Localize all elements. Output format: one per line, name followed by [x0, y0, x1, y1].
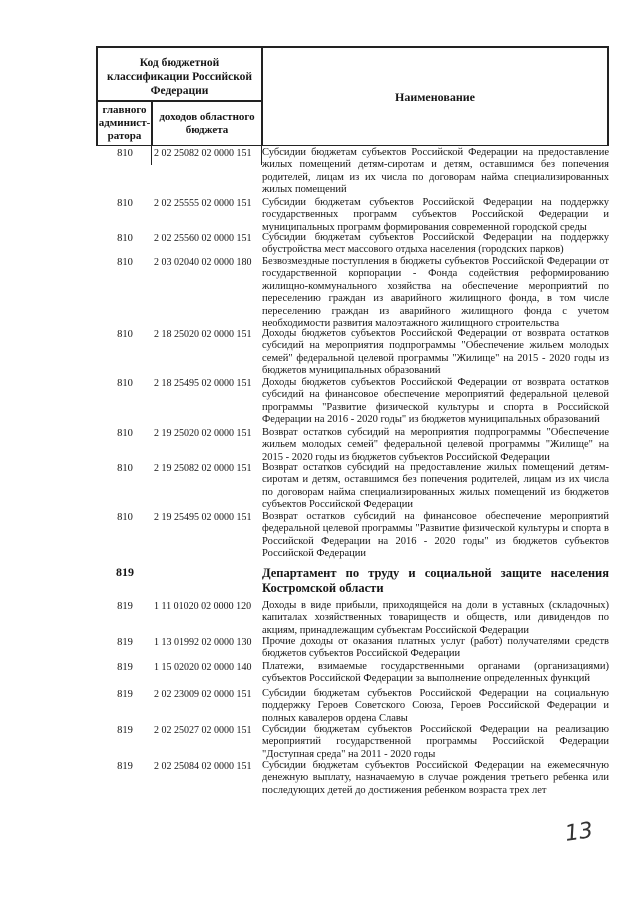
revenue-name: Субсидии бюджетам субъектов Российской Федерации на социальную поддержку Героев Советского Союза, Героев Российской Федерации и полных кавалеров ордена Славы — [262, 688, 609, 724]
revenue-code: 1 13 01992 02 0000 130 — [154, 637, 252, 648]
header-name: Наименование — [261, 46, 609, 145]
revenue-name: Субсидии бюджетам субъектов Российской Федерации на ежемесячную денежную выплату, назначаемую в случае рождения третьего ребенка или последующих детей до достижения ребенком возраста трех лет — [262, 760, 609, 796]
admin-code: 819 — [117, 725, 133, 736]
revenue-name: Субсидии бюджетам субъектов Российской Федерации на поддержку обустройства мест массового отдыха населения (городских парков) — [262, 232, 609, 256]
section-heading: Департамент по труду и социальной защите населения Костромской области — [262, 566, 609, 595]
revenue-code: 2 19 25082 02 0000 151 — [154, 463, 252, 474]
column-rule — [151, 145, 152, 165]
revenue-name: Субсидии бюджетам субъектов Российской Федерации на предоставление жилых помещений детям-сиротам и детям, оставшимся без попечения родителей, лицам из их числа по договорам найма специализированных жилых помещений — [262, 147, 609, 196]
revenue-name: Доходы в виде прибыли, приходящейся на доли в уставных (складочных) капиталах хозяйственных товариществ и обществ, или дивидендов по акциям, принадлежащим субъектам Российской Федерации — [262, 600, 609, 636]
revenue-code: 2 02 23009 02 0000 151 — [154, 689, 252, 700]
admin-code: 810 — [117, 378, 133, 389]
revenue-name: Субсидии бюджетам субъектов Российской Федерации на поддержку государственных программ субъектов Российской Федерации и муниципальных программ формирования современной городской среды — [262, 197, 609, 233]
admin-code: 810 — [117, 329, 133, 340]
admin-code: 810 — [117, 463, 133, 474]
revenue-code: 2 02 25027 02 0000 151 — [154, 725, 252, 736]
admin-code: 810 — [117, 257, 133, 268]
admin-code: 810 — [117, 148, 133, 159]
admin-code: 819 — [116, 565, 134, 579]
revenue-code: 2 02 25082 02 0000 151 — [154, 148, 252, 159]
revenue-code: 2 19 25020 02 0000 151 — [154, 428, 252, 439]
revenue-code: 2 02 25555 02 0000 151 — [154, 198, 252, 209]
admin-code: 810 — [117, 428, 133, 439]
admin-code: 810 — [117, 198, 133, 209]
revenue-name: Доходы бюджетов субъектов Российской Федерации от возврата остатков субсидий на мероприятия подпрограммы "Обеспечение жильем молодых семей" федеральной целевой программы "Жилище" на 2015 - 2020 годы из бюджетов муниципальных образований — [262, 328, 609, 377]
revenue-name: Доходы бюджетов субъектов Российской Федерации от возврата остатков субсидий на финансовое обеспечение мероприятий федеральной целевой программы "Развитие физической культуры и спорта в Российской Федерации на 2016 - 2020 годы" из бюджетов муниципальных образований — [262, 377, 609, 426]
revenue-code: 2 19 25495 02 0000 151 — [154, 512, 252, 523]
revenue-name: Возврат остатков субсидий на мероприятия подпрограммы "Обеспечение жильем молодых семей" федеральной целевой программы "Жилище" на 2015 - 2020 годы из бюджетов субъектов Российской Федерации — [262, 427, 609, 463]
admin-code: 819 — [117, 761, 133, 772]
revenue-name: Прочие доходы от оказания платных услуг (работ) получателями средств бюджетов субъектов Российской Федерации — [262, 636, 609, 660]
header-bottom-rule — [96, 145, 609, 146]
admin-code: 819 — [117, 601, 133, 612]
revenue-name: Субсидии бюджетам субъектов Российской Федерации на реализацию мероприятий государственной программы Российской Федерации "Доступная среда" на 2011 - 2020 годы — [262, 724, 609, 760]
revenue-name: Платежи, взимаемые государственными органами (организациями) субъектов Российской Федерации за выполнение определенных функций — [262, 661, 609, 685]
admin-code: 810 — [117, 512, 133, 523]
admin-code: 819 — [117, 689, 133, 700]
revenue-code: 1 11 01020 02 0000 120 — [154, 601, 252, 612]
revenue-name: Безвозмездные поступления в бюджеты субъектов Российской Федерации от государственной корпорации - Фонда содействия реформированию жилищно-коммунального хозяйства на обеспечение мероприятий по переселению граждан из аварийного жилищного фонда, в том числе переселению граждан из аварийного жилищного фонда с учетом необходимости развития малоэтажного жилищного строительства — [262, 256, 609, 330]
header-revenue: доходов областного бюджета — [151, 100, 261, 145]
page-number: 13 — [563, 818, 595, 847]
header-code-classification: Код бюджетной классификации Российской Федерации — [96, 46, 261, 100]
revenue-code: 2 02 25084 02 0000 151 — [154, 761, 252, 772]
header-main-administrator: главного админист-ратора — [96, 100, 151, 145]
revenue-name: Возврат остатков субсидий на финансовое обеспечение мероприятий федеральной целевой программы "Развитие физической культуры и спорта в Российской Федерации на 2016 - 2020 годы" из бюджетов субъектов Российской Федерации — [262, 511, 609, 560]
revenue-name: Возврат остатков субсидий на предоставление жилых помещений детям-сиротам и детям, оставшимся без попечения родителей, лицам из их числа по договорам найма специализированных жилых помещений из бюджетов субъектов Российской Федерации — [262, 462, 609, 511]
revenue-code: 1 15 02020 02 0000 140 — [154, 662, 252, 673]
revenue-code: 2 18 25020 02 0000 151 — [154, 329, 252, 340]
revenue-code: 2 02 25560 02 0000 151 — [154, 233, 252, 244]
admin-code: 819 — [117, 637, 133, 648]
admin-code: 819 — [117, 662, 133, 673]
admin-code: 810 — [117, 233, 133, 244]
revenue-code: 2 18 25495 02 0000 151 — [154, 378, 252, 389]
revenue-code: 2 03 02040 02 0000 180 — [154, 257, 252, 268]
